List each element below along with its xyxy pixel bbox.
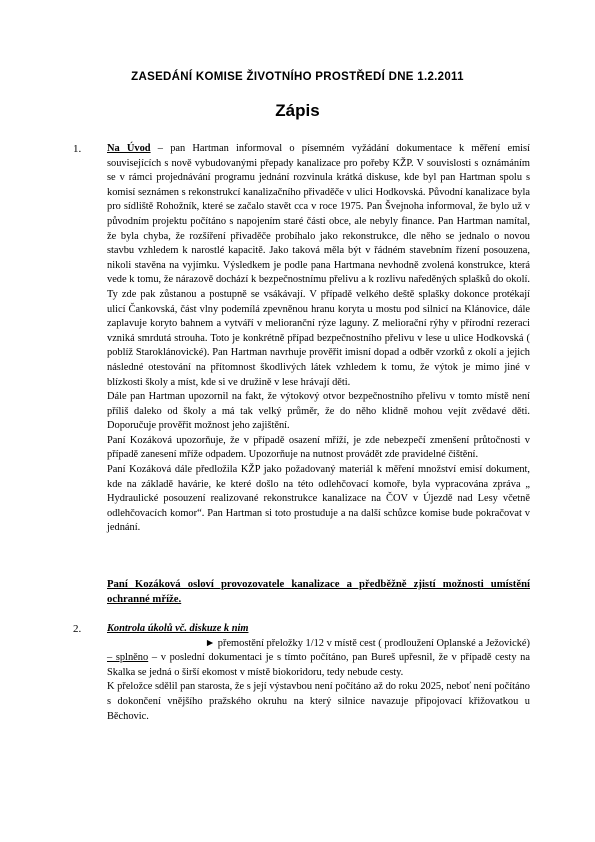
paragraph: Paní Kozáková upozorňuje, že v případě osazení mříží, je zde nebezpečí zmenšení průtočnosti v případě zanesení mříže odpadem. Upozorňuje na nutnost provádět zde pravidelné čištění.	[107, 434, 530, 461]
item-1-body	[107, 142, 530, 536]
item-2-body	[107, 622, 530, 724]
action-note: Paní Kozáková osloví provozovatele kanalizace a předběžně zjistí možnosti umístění ochranné mříže.	[107, 578, 530, 605]
document-title: ZASEDÁNÍ KOMISE ŽIVOTNÍHO PROSTŘEDÍ DNE 1.2.2011	[131, 71, 464, 83]
paragraph	[107, 651, 530, 680]
item-heading: Na Úvod	[107, 143, 151, 154]
paragraph	[107, 142, 530, 390]
paragraph-text: – v poslední dokumentaci je s tímto počítáno, pan Bureš upřesnil, že v případě cesty na Skalka se jedná o širší ekomost v místě biokoridoru, tedy nebude cesty.	[107, 652, 530, 678]
item-heading: Kontrola úkolů vč. diskuze k nim	[107, 623, 249, 634]
paragraph: Dále pan Hartman upozornil na fakt, že výtokový otvor bezpečnostního přelivu v tomto místě není příliš daleko od školy a má tak velký průměr, že do něho klidně mohou vejít zvědavé děti. Doporučuje prověřit možnost jeho zajištění.	[107, 391, 530, 432]
paragraph: K přeložce sdělil pan starosta, že s její výstavbou není počítáno až do roku 2025, neboť není počítáno s dokončení vnějšího pražského okruhu na který silnice navazuje připojovací křižovatkou u Běchovic.	[107, 681, 530, 722]
item-number: 1.	[73, 143, 82, 155]
item-number: 2.	[73, 623, 82, 635]
paragraph: Paní Kozáková dále předložila KŽP jako požadovaný materiál k měření množství emisí dokument, kde na základě havárie, ke které došlo na této odlehčovací komoře, byla vypracována zpráva „ Hydraulické posouzení realizované rekonstrukce kanalizace na ČOV v Újezdě nad Lesy včetně odlehčovacích komor“. Pan Hartman si toto prostuduje a na další schůzce komise bude pokračovat v jednání.	[107, 464, 530, 534]
status-word: – splněno	[107, 652, 149, 664]
document-subtitle: Zápis	[275, 101, 320, 120]
task-line: ► přemostění přeložky 1/12 v místě cest ( prodloužení Oplanské a Ježovické)	[204, 637, 530, 649]
paragraph-text: – pan Hartman informoval o písemném vyžádání dokumentace k měření emisí souvisejících s nově vybudovanými přepady kanalizace pro pořeby KŽP. V souvislosti s oznámáním se v rámci projednávání programu jednání rozvinula krátká diskuse, kde byl pan Hartman spolu s komisí seznámen s rekonstrukcí kanalizačního přivaděče v ulici Hodkovská. Původní kanalizace byla pro sídliště Rohožník, které se začalo stavět cca v roce 1975. Pan Švejnoha informoval, že bylo už v původním projektu počítáno s napojením staré části obce, ale nebyly finance. Pan Hartman namítal, že byla chyba, že rozšíření přivaděče probíhalo jako rekonstrukce, dle něho se jednalo o novou stavbu vzhledem k narostlé kapacitě. Jako taková měla být v řádném stavebním řízení posouzena, nikoli stavěna na vyjímku. Výsledkem je podle pana Hartmana nevhodně zvolená konstrukce, která vede k tomu, že nárazově dochází k bezpečnostnímu přelivu a k rozlivu naředěných splašků do okolí. Ty zde pak zůstanou a postupně se vsákávají. V případě velkého deště splašky dokonce protékají ulicí Čankovská, část vlny podemílá zpevněnou hranu koryta u mostu pod silnicí na Klánovice, dále zaplavuje koryto bahnem a vytváří v melioranční rýze laguny. Z meliorační rýhy v přírodní rezeraci vzniká smrdutá strouha. Toto je konkrétně případ bezpečnostního přelivu v lese u ulice Hodkovská ( poblíž Staroklánovické). Pan Hartman navrhuje prověřit imisní dopad a odběr vzorků z okolí a jejich následné otestování na přítomnost škodlivých látek vzhledem k tomu, že výtok je mimo jiné v blízkosti školy a míst, kde si ve družině v lese hrávají děti.	[107, 143, 530, 388]
